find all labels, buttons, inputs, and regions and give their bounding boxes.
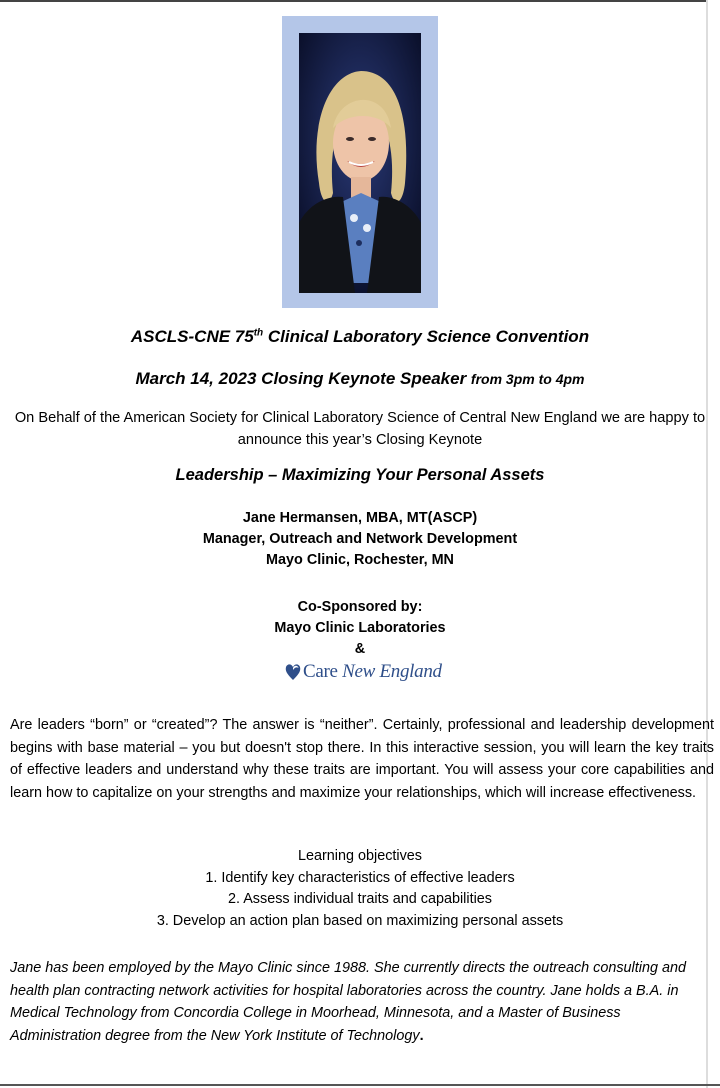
speaker-name: Jane Hermansen, MBA, MT(ASCP) — [242, 510, 478, 526]
bio-end: . — [419, 1027, 424, 1044]
speaker-photo-frame — [282, 16, 438, 308]
cosponsor-ampersand: & — [354, 641, 366, 657]
keynote-time: from 3pm to 4pm — [470, 371, 585, 387]
objective-item: 1. Identify key characteristics of effective leaders — [205, 869, 515, 886]
cosponsor-first: Mayo Clinic Laboratories — [274, 620, 446, 636]
logo-care-text: Care — [303, 661, 338, 682]
keynote-date: March 14, 2023 Closing Keynote Speaker — [135, 369, 467, 388]
speaker-block — [0, 508, 720, 571]
cosponsor-block — [0, 597, 720, 660]
bio-text: Jane has been employed by the Mayo Clinic since 1988. She currently directs the outreach consulting and health plan contracting network activities for hospital laboratories across the country. Jane holds a B.A. in Medical Technology from Concordia College in Moorhead, Minnesota, and a Master of Business Administration degree from the New York Institute of Technology — [10, 960, 686, 1044]
convention-title-rest: Clinical Laboratory Science Convention — [263, 327, 590, 346]
speaker-photo — [299, 33, 421, 293]
objective-item: 2. Assess individual traits and capabilities — [228, 891, 492, 908]
objective-item: 3. Develop an action plan based on maximizing personal assets — [156, 913, 564, 930]
convention-title-sup: th — [253, 327, 264, 339]
keynote-line — [0, 369, 720, 389]
care-new-england-logo — [285, 658, 442, 686]
intro-text: On Behalf of the American Society for Clinical Laboratory Science of Central New England we are happy to announce this year’s Closing Keynote — [14, 410, 706, 448]
speaker-role: Manager, Outreach and Network Development — [202, 531, 518, 547]
heart-icon — [285, 662, 301, 682]
bottom-border — [0, 1084, 720, 1086]
speaker-org: Mayo Clinic, Rochester, MN — [266, 552, 454, 568]
top-border — [0, 0, 706, 2]
cosponsor-heading: Co-Sponsored by: — [297, 599, 423, 615]
logo-rest-text: New England — [342, 661, 442, 682]
objectives-heading: Learning objectives — [298, 848, 422, 864]
convention-title — [0, 327, 720, 347]
learning-objectives — [0, 846, 720, 933]
speaker-bio — [10, 957, 710, 1047]
talk-title: Leadership – Maximizing Your Personal Assets — [175, 466, 545, 484]
convention-title-main: ASCLS-CNE 75 — [130, 327, 254, 346]
logo-text — [303, 661, 442, 683]
abstract-text: Are leaders “born” or “created”? The answer is “neither”. Certainly, professional and leadership development begins with base material – you but doesn't stop there. In this interactive session, you will learn the key traits of effective leaders and understand why these traits are important. You will assess your core capabilities and learn how to capitalize on your strengths and maximize your relationships, which will increase effectiveness. — [10, 717, 714, 801]
